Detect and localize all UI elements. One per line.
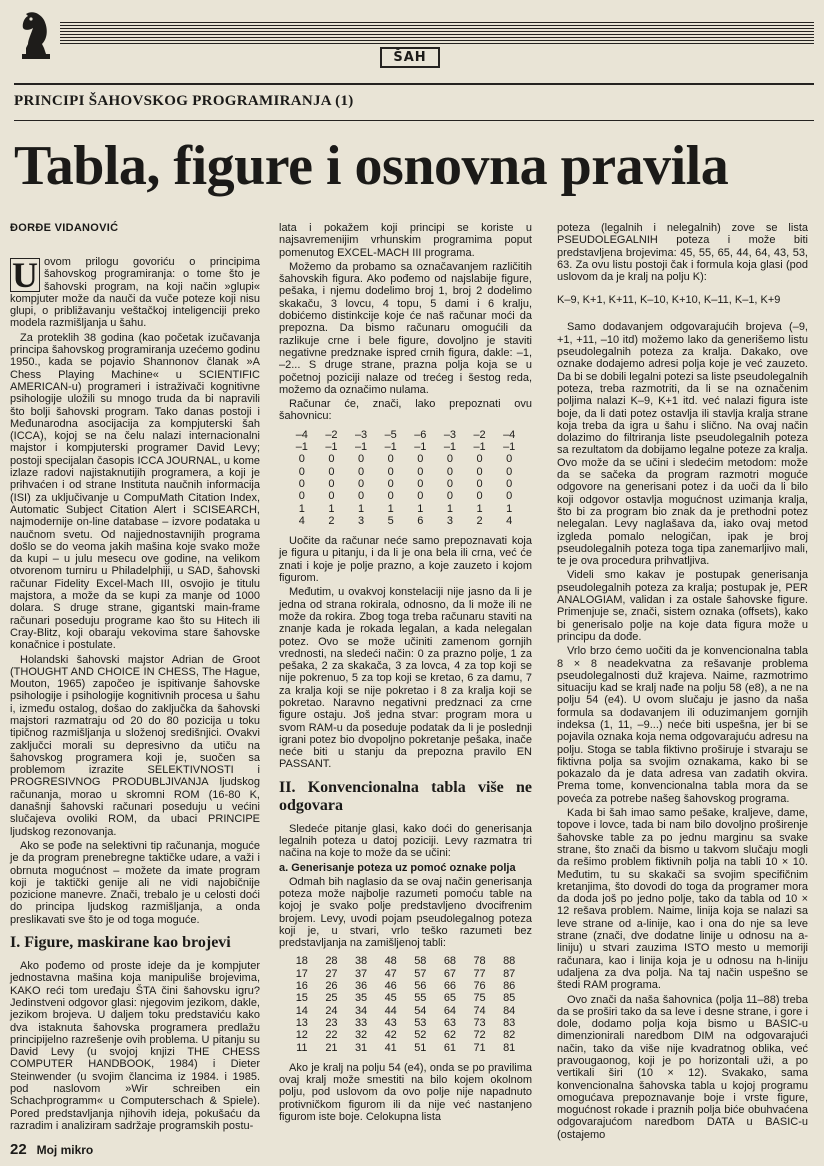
section-label: ŠAH — [380, 47, 440, 68]
board-cell: 0 — [328, 465, 335, 478]
board-cell: 0 — [417, 453, 424, 466]
square-cell: 25 — [325, 992, 338, 1005]
square-cell: 34 — [354, 1004, 368, 1017]
board-cell: 1 — [387, 502, 394, 515]
author-byline: ĐORĐE VIDANOVIĆ — [10, 222, 119, 234]
series-title: PRINCIPI ŠAHOVSKOG PROGRAMIRANJA (1) — [14, 93, 354, 109]
board-cell: 0 — [358, 477, 365, 490]
square-cell: 74 — [473, 1004, 486, 1017]
board-cell: 0 — [387, 477, 394, 490]
board-cell: –4 — [295, 428, 308, 441]
board-cell: 1 — [417, 502, 424, 515]
square-cell: 85 — [503, 992, 516, 1005]
square-cell: 84 — [503, 1004, 516, 1017]
square-cell: 16 — [295, 980, 308, 993]
square-cell: 86 — [503, 980, 516, 993]
square-cell: 15 — [295, 992, 308, 1005]
square-cell: 31 — [354, 1041, 368, 1054]
board-cell: 0 — [446, 477, 453, 490]
square-cell: 13 — [295, 1016, 308, 1029]
board-cell: 0 — [476, 477, 483, 490]
square-cell: 11 — [296, 1041, 308, 1054]
square-cell: 24 — [325, 1004, 338, 1017]
board-cell: 0 — [417, 465, 424, 478]
square-cell: 14 — [295, 1004, 308, 1017]
board-cell: 0 — [417, 477, 424, 490]
board-cell: –1 — [384, 441, 397, 454]
board-cell: –1 — [325, 441, 338, 454]
paragraph: Ako se pođe na selektivni tip računanja, moguće je da program prenebregne taktičke udare, a važi i obrnuta mogućnost – možete da imate program koji je taktički genije ali ne vidi najobičnije pozicione manevre. Znači, trebalo je u celosti doći do principa ljudskog razmišljanja, a onda preslikavati sve što je od toga moguće. — [10, 839, 260, 926]
square-cell: 65 — [443, 992, 457, 1005]
paragraph: Računar će, znači, lako prepoznati ovu šahovnicu: — [279, 398, 532, 423]
board-cell: –2 — [325, 428, 338, 441]
board-cell: –3 — [354, 428, 368, 441]
paragraph: Kada bi šah imao samo pešake, kraljeve, dame, topove i lovce, tada bi nam bilo dovoljno proširenje šahovske table za po jednu marginu sa svake strane, što znači da bismo u takvom slučaju mogli da rešimo problem fiktivnih polja na tabli 10 × 10. Međutim, tu su skakači sa svojim specifičnim kretanjima, što dovodi do toga da programer mora da doda još po jedno polje, tako da tabla od 10 × 12 rešava problem. Naime, linija koja se nalazi sa leve strane od a-linije, kao i ona do nje sa leve strane (znači, dve dodatne linije u odnosu na a-liniju) u stvari zauzima ISTO mesto u memoriji računara, kao i linija koja je u odnosu na h-liniju udaljena za dva polja. Na taj način uspešno se štedi RAM programa. — [557, 807, 808, 992]
square-cell: 54 — [414, 1004, 427, 1017]
square-cell: 32 — [354, 1029, 368, 1042]
board-cell: –1 — [473, 441, 486, 454]
board-cell: –6 — [414, 428, 427, 441]
board-cell: 0 — [506, 453, 513, 466]
board-cell: 3 — [446, 514, 453, 527]
square-cell: 42 — [384, 1029, 397, 1042]
board-cell: –2 — [473, 428, 486, 441]
board-cell: 0 — [506, 465, 513, 478]
board-cell: 0 — [298, 465, 305, 478]
paragraph: lata i pokažem koji principi se koriste u najsavremenijim vrhunskim programima poput pomenutog EXCEL-MACH III programa. — [279, 222, 532, 259]
board-cell: 5 — [387, 514, 394, 527]
square-cell: 21 — [325, 1041, 338, 1054]
square-cell: 62 — [443, 1029, 457, 1042]
square-cell: 44 — [384, 1004, 397, 1017]
paragraph: Uočite da računar neće samo prepoznavati koja je figura u pitanju, i da li je ona bela ili crna, već će znati i koje je polje prazno, a koje zauzeto i kojom figurom. — [279, 535, 532, 585]
paragraph: ovom prilogu govoriću o principima šahovskog programiranja: o tome što je šahovski program, na koji način »glupi« kompjuter može da nauči da vuče poteze koji nisu glupi, o približavanju veštačkoj inteligenciji preko modela razmišljanja u šahu. — [10, 256, 260, 330]
board-cell: 0 — [476, 465, 483, 478]
board-cell: 6 — [417, 514, 424, 527]
square-cell: 64 — [443, 1004, 457, 1017]
board-cell: 0 — [358, 490, 365, 503]
square-cell: 57 — [414, 967, 427, 980]
square-cell: 23 — [325, 1016, 338, 1029]
board-cell: –1 — [354, 441, 368, 454]
chess-knight-logo — [14, 4, 58, 60]
paragraph: Možemo da probamo sa označavanjem različitih šahovskih figura. Ako pođemo od najslabije figure, pešaka, i njemu dodelimo broj 1, broj 2 dodelimo skakaču, 3 lovcu, 4 topu, 5 dami i 6 kralju, dobićemo distinkcije koje će naš računar moći da prepozna. Da bismo računaru omogućili da razlikuje crne i bele figure, dovoljno je staviti negativne predznake ispred crnih figura, dakle: –1, –2... S druge strane, prazna polja koja se u početnoj poziciji nalaze od trećeg i šestog reda, možemo da označimo nulama. — [279, 260, 532, 396]
board-cell: 0 — [506, 477, 513, 490]
square-cell: 41 — [384, 1041, 397, 1054]
square-cell: 28 — [325, 955, 338, 968]
board-cell: –1 — [443, 441, 457, 454]
board-cell: 1 — [328, 502, 335, 515]
board-cell: 1 — [446, 502, 453, 515]
column-3 — [557, 222, 808, 1143]
board-cell: 0 — [417, 490, 424, 503]
board-cell: 0 — [476, 490, 483, 503]
board-cell: 0 — [387, 465, 394, 478]
square-cell: 22 — [325, 1029, 338, 1042]
board-cell: –3 — [443, 428, 457, 441]
square-cell: 43 — [384, 1016, 397, 1029]
square-cell: 56 — [414, 980, 427, 993]
square-cell: 26 — [325, 980, 338, 993]
board-cell: –1 — [503, 441, 516, 454]
move-formula: K–9, K+1, K+11, K–10, K+10, K–11, K–1, K+9 — [557, 294, 781, 307]
board-cell: 0 — [358, 453, 365, 466]
board-cell: 0 — [506, 490, 513, 503]
square-cell: 37 — [354, 967, 368, 980]
paragraph: Videli smo kakav je postupak generisanja pseudolegalnih poteza za kralja; postupak je, PER ANALOGIAM, validan i za ostale šahovske figure. Primenjuje se, znači, sistem oznaka (offsets), kako bi generisalo polje na koje data figura može u principu da dođe. — [557, 569, 808, 643]
square-cell: 76 — [473, 980, 486, 993]
paragraph: Samo dodavanjem odgovarajućih brojeva (–9, +1, +11, –10 itd) možemo lako da generišemo listu pseudolegalnih poteza za kralja. Dakako, ove oznake dodajemo adresi polja koje je već zauzeto. Da bi se dobili legalni potezi sa liste pseudolegalnih poteza, treba razmotriti, da li se na označenim poljima nalazi K–9, K+1 itd. već nalazi figura iste boje, da li dati potez ostavlja ili stavlja kralja strane koja treba da igra u šahu i slično. Na ovaj način dolazimo do filtriranja liste pseudolegalnih poteza sa rezultatom da dobijamo legalne poteze za kralja. Ovo može da se učini i sledećim metodom: može da se sačeka da program razmotri moguće odgovore na generisani potez i da uoči da li bilo koji odgovor ostavlja mogućnost uzimanja kralja, što bi za program bio znak da je prethodni potez nelegalan. Levy naglašava da, iako ovaj metod izgleda pomalo nelogičan, ipak je broj pseudolegalnih poteza toga tipa zanemarljivo mali, te je ova procedura prihvatljiva. — [557, 321, 808, 568]
board-cell: 0 — [328, 477, 335, 490]
square-cell: 55 — [414, 992, 427, 1005]
square-cell: 51 — [414, 1041, 427, 1054]
board-cell: 4 — [506, 514, 513, 527]
drop-cap: U — [12, 255, 38, 295]
board-cell: 0 — [298, 490, 305, 503]
board-cell: 0 — [298, 477, 305, 490]
square-cell: 58 — [414, 955, 427, 968]
column-2 — [279, 222, 532, 1125]
square-cell: 52 — [414, 1029, 427, 1042]
square-cell: 66 — [443, 980, 457, 993]
square-cell: 35 — [354, 992, 368, 1005]
board-cell: –1 — [414, 441, 427, 454]
square-cell: 81 — [503, 1041, 516, 1054]
square-cell: 53 — [414, 1016, 427, 1029]
board-cell: 3 — [358, 514, 365, 527]
section-heading-1: I. Figure, maskirane kao brojevi — [10, 934, 231, 952]
board-cell: –1 — [295, 441, 308, 454]
paragraph: Ako pođemo od proste ideje da je kompjuter jednostavna mašina koja manipuliše brojevima, KAKO reći tom uređaju ŠTA čini šahovsku igru? Jedinstveni odgovor glasi: njegovim jezikom, dakle, jezikom brojeva. U daljem toku predstaviću kako dva istaknuta šahovska programera predlažu principijelno razrešenje ovih problema. U pitanju su David Levy (u svojoj knjizi THE CHESS COMPUTER HANDBOOK, 1984) i Dieter Steinwender (u svojim člancima iz 1984. i 1985. pod naslovom »Wir schreiben ein Schachprogramm« u Computerschach & Spiele). Pored predstavljanja njihovih ideja, pokušaću da razradim i analiziram sadržaje programskih postu- — [10, 960, 260, 1132]
board-cell: 1 — [358, 502, 365, 515]
article-title: Tabla, figure i osnovna pravila — [14, 135, 729, 197]
square-cell: 12 — [295, 1029, 308, 1042]
board-cell: –5 — [384, 428, 397, 441]
square-cell: 87 — [503, 967, 516, 980]
paragraph: Ako je kralj na polju 54 (e4), onda se po pravilima ovaj kralj može smestiti na bilo kojem okolnom polju, pod uslovom da ovo polje nije napadnuto protivničkom figurom ili da nije već nastanjeno figurom iste boje. Celokupna lista — [279, 1061, 532, 1123]
paragraph: Ovo znači da naša šahovnica (polja 11–88) treba da se proširi tako da sa leve i desne strane, i gore i dole, dodamo polja koja bismo u BASIC-u dimenzionirali naredbom DIM na odgovarajući način, tako da više nije kvadratnog oblika, već pravougaonog, koji je po horizontali uži, a po vertikali širi (10 × 12). Svakako, sama konvencionalna šahovska tabla u kojoj programu omogućava prepoznavanje boje i vrste figure, mogućnost rokade i praznih polja biće obuhvaćena odgovarajućom naredbom DATA u BASIC-u (ostajemo — [557, 993, 808, 1141]
square-cell: 67 — [443, 967, 457, 980]
square-cell: 71 — [473, 1041, 486, 1054]
square-index-grid — [287, 955, 524, 1053]
board-cell: 0 — [328, 490, 335, 503]
square-cell: 82 — [503, 1029, 516, 1042]
board-value-grid — [287, 429, 524, 527]
paragraph: Holandski šahovski majstor Adrian de Groot (THOUGHT AND CHOICE IN CHESS, The Hague, Mouton, 1965) započeo je ispitivanje šahovske psihologije i psihologije kognitivnih procesa u šahu i, između ostalog, došao do zaključka da šahovski majstori razmatraju od 20 do 80 pozicija u toku tipičnog razmišljanja u složenoj središnjici. Ovakvi zaključci morali su depresivno da utiču na šahovskog programera koji je, suočen sa problemom izrazite SELEKTIVNOSTI i PROGRESIVNOG PRODUBLJIVANJA ljudskog računanja, morao u skromni ROM (16-80 K, današnji šahovski računari poseduju u većini slučajeva ovoliki ROM, da ubaci PRINCIPE ljudskog rezonovanja. — [10, 653, 260, 838]
column-1 — [10, 222, 260, 1134]
square-cell: 88 — [503, 955, 516, 968]
board-cell: 0 — [446, 490, 453, 503]
square-cell: 61 — [443, 1041, 457, 1054]
page-number: 22 — [10, 1141, 27, 1158]
board-cell: 0 — [358, 465, 365, 478]
paragraph: Za proteklih 38 godina (kao početak izučavanja principa šahovskog programiranja uzećemo godinu 1950., kada se pojavio Shannonov članak »A Chess Playing Machine« u SCIENTIFIC AMERICAN-u) programeri i istraživači kognitivne psihologije uložili su mnogo truda da bi napravili što bolji šahovski program. Tako danas postoji i Međunarodna asocijacija za kompjuterski šah (ICCA), kojoj se na čelu nalazi internacionalni majstor i kompjuterski programer David Levy; postoji specijalan časopis ICCA JOURNAL, u kome izlaze radovi najistaknutijih programera, a koji je prihvaćen i od strane Instituta naučnih informacija (ISI) za uključivanje u CompuMath Citation Index, Automatic Subject Citation Alert i SCISEARCH, najmodernije on-line database – izvore podataka u naučnom svetu. Od najjednostavnijih programa došlo se do veoma jakih mašina koje svako može da kupi – u julu mesecu ove godine, na velikom otvorenom turniru u Philadelphiji, u SAD, šahovski računar Fidelity Excel-Mach III, osvojio je titulu majstora, a može da se kupi za manje od 1000 dolara. S druge strane, gigantski main-frame računari poseduju programe kao što su Hitech ili Cray-Blitz, koji obaraju vekovima stare šahovske konačnice i postulate. — [10, 331, 260, 652]
board-cell: 0 — [298, 453, 305, 466]
square-cell: 72 — [473, 1029, 486, 1042]
board-cell: 0 — [328, 453, 335, 466]
square-cell: 48 — [384, 955, 397, 968]
paragraph: poteza (legalnih i nelegalnih) zove se lista PSEUDOLEGALNIH poteza i može biti predstavljena brojevima: 45, 55, 65, 44, 64, 43, 53, 63. Za ovu listu postoji čak i formula koja glasi (pod uslovom da je kralj na polju K): — [557, 222, 808, 284]
square-cell: 45 — [384, 992, 397, 1005]
square-cell: 73 — [473, 1016, 486, 1029]
series-rule-bottom — [14, 120, 814, 121]
paragraph: Vrlo brzo ćemo uočiti da je konvencionalna tabla 8 × 8 neadekvatna za rešavanje problema pseudolegalnosti duž krajeva. Naime, razmotrimo situaciju kad se kralj nađe na polju 58 (e8), a ne na polju 54 (e4). U ovom slučaju je jasno da naša formula sa dodavanjem ili oduzimanjem gornjih indeksa (1, 11, –9...) neće biti uspešna, jer bi se pojavila oznaka koja nema odgovarajuću adresu na polju. Stoga se tabla fiktivno proširuje i stvaraju se fiktivna polja sa svojim oznakama, kako bi se pokazalo da je data adresa van zadatih okvira. Prema tome, konvencionalna tabla mora da se poveća za potrebe našeg šahovskog programa. — [557, 645, 808, 805]
board-cell: 4 — [298, 514, 305, 527]
square-cell: 46 — [384, 980, 397, 993]
board-cell: 2 — [328, 514, 335, 527]
board-cell: 0 — [476, 453, 483, 466]
series-rule-top — [14, 83, 814, 85]
header-stripes — [60, 22, 814, 44]
board-cell: 0 — [387, 490, 394, 503]
magazine-name: Moj mikro — [36, 1143, 94, 1157]
page-footer — [10, 1141, 93, 1158]
square-cell: 63 — [443, 1016, 457, 1029]
subheading: a. Generisanje poteza uz pomoć oznake polja — [279, 861, 516, 874]
board-cell: 1 — [476, 502, 483, 515]
square-cell: 36 — [354, 980, 368, 993]
board-cell: –4 — [503, 428, 516, 441]
square-cell: 78 — [473, 955, 486, 968]
board-cell: 1 — [506, 502, 513, 515]
square-cell: 38 — [354, 955, 368, 968]
board-cell: 0 — [446, 453, 453, 466]
square-cell: 83 — [503, 1016, 516, 1029]
board-cell: 1 — [298, 502, 305, 515]
paragraph: Sledeće pitanje glasi, kako doći do generisanja legalnih poteza u datoj poziciji. Levy razmatra tri načina na koje to može da se učini: — [279, 822, 532, 860]
square-cell: 77 — [473, 967, 486, 980]
square-cell: 33 — [354, 1016, 368, 1029]
paragraph: Međutim, u ovakvoj konstelaciji nije jasno da li je jedna od strana rokirala, odnosno, da li može ili ne može da rokira. Zbog toga treba računaru staviti na znanje kada je rokada legalan, a kada nelegalan potez. Ovo se može učiniti zamenom gornjih vrednosti, na sledeći način: 0 za prazno polje, 1 za pešaka, 2 za skakača, 3 za lovca, 4 za top koji se nije pokrenuo, 5 za top koji se kretao, 6 za damu, 7 za kralja koji se nije pokretao i 8 za kralja koji se pokretao. Naravno negativni predznaci za crne figure ostaju. Još jedna stvar: program mora u svom RAM-u da poseduje podatak da li je poslednji igrani potez bio dvopoljno pokretanje pešaka, inače neće biti u stanju da prepozna pravilo EN PASSANT. — [279, 586, 532, 771]
board-cell: 0 — [387, 453, 394, 466]
square-cell: 17 — [295, 967, 308, 980]
square-cell: 27 — [325, 967, 338, 980]
square-cell: 18 — [295, 955, 308, 968]
square-cell: 47 — [384, 967, 397, 980]
square-cell: 68 — [443, 955, 457, 968]
paragraph: Odmah bih naglasio da se ovaj način generisanja poteza može najbolje razumeti pomoću table na kojoj je svako polje predstavljeno dvocifrenim brojem. Levy, uvodi pojam pseudolegalnog poteza koji je, u stvari, vrlo teško razumeti bez predstavljanja na zamišljenoj tabli: — [279, 875, 532, 950]
section-heading-2: II. Konvencionalna tabla više ne odgovara — [279, 778, 532, 814]
square-cell: 75 — [473, 992, 486, 1005]
board-cell: 2 — [476, 514, 483, 527]
board-cell: 0 — [446, 465, 453, 478]
